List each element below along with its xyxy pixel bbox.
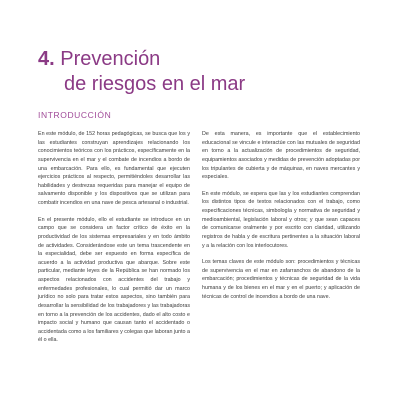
left-paragraph-2: En el presente módulo, ello el estudiante se introduce en un campo que se considera un factor crítico de éxito en la productividad de los sistemas empresariales y en todo ámbito de actividades. Considerándose este un tema trascendente en la especialidad, debe ser expuesto en forma específica de acuerdo a la actividad productiva que abarque. Sobre este particular, mediante leyes de la República se han normado los aspectos relacionados con accidentes del trabajo y enfermedades profesionales, lo cual permitió dar un marco jurídico no solo para tratar estos aspectos, sino también para desarrollar la sensibilidad de los trabajadores y las trabajadoras en torno a la prevención de los accidentes, dado el alto costo e impacto social y humano que causan tanto el accidentado o accidentada como a los familiares y colegas que laboran junto a él o ella. bbox=[38, 216, 190, 344]
chapter-title-text-1: Prevención bbox=[60, 48, 161, 71]
chapter-number: 4. bbox=[38, 48, 55, 71]
chapter-title-line-1 bbox=[38, 47, 378, 72]
right-paragraph-1: De esta manera, es importante que el establecimiento educacional se vincule e interactúe con las mutuales de seguridad en torno a la actualización de procedimientos de seguridad, equipamientos asociados y medidas de prevención adoptadas por los tripulantes de cubierta y de máquinas, en naves mercantes y especiales. bbox=[202, 131, 360, 181]
left-column bbox=[38, 130, 190, 353]
right-paragraph-3: Los temas claves de este módulo son: procedimientos y técnicas de supervivencia en el mar en zafarranchos de abandono de la embarcación; procedimientos y técnicas de seguridad de la vida humana y de los bienes en el mar y en el puerto; y aplicación de técnicas de control de incendios a bordo de una nave. bbox=[202, 259, 360, 300]
section-heading: INTRODUCCIÓN bbox=[38, 110, 112, 120]
chapter-title bbox=[38, 47, 378, 97]
right-paragraph-2: En este módulo, se espera que las y los estudiantes comprendan los distintos tipos de textos relacionados con el trabajo, como especificaciones técnicas, simbología y normativa de seguridad y medioambiental, legislación laboral y otros; y que sean capaces de comunicarse oralmente y por escrito con claridad, utilizando registros de habla y de escritura pertinentes a la situación laboral y a la relación con los interlocutores. bbox=[202, 190, 360, 249]
right-column bbox=[202, 130, 360, 309]
left-paragraph-1: En este módulo, de 152 horas pedagógicas, se busca que los y las estudiantes construyan aprendizajes relacionando los conocimientos teóricos con los prácticos, específicamente en la supervivencia en el mar y el combate de incendios a bordo de una embarcación. Para ello, es fundamental que ejecuten ejercicios prácticos al respecto, permitiéndoles desarrollar las habilidades y destrezas requeridas para manejar el equipo de salvamento disponible y los dispositivos que se utilizan para combatir incendios en una nave de pesca artesanal o industrial. bbox=[38, 131, 190, 206]
chapter-title-line-2: de riesgos en el mar bbox=[64, 73, 246, 96]
